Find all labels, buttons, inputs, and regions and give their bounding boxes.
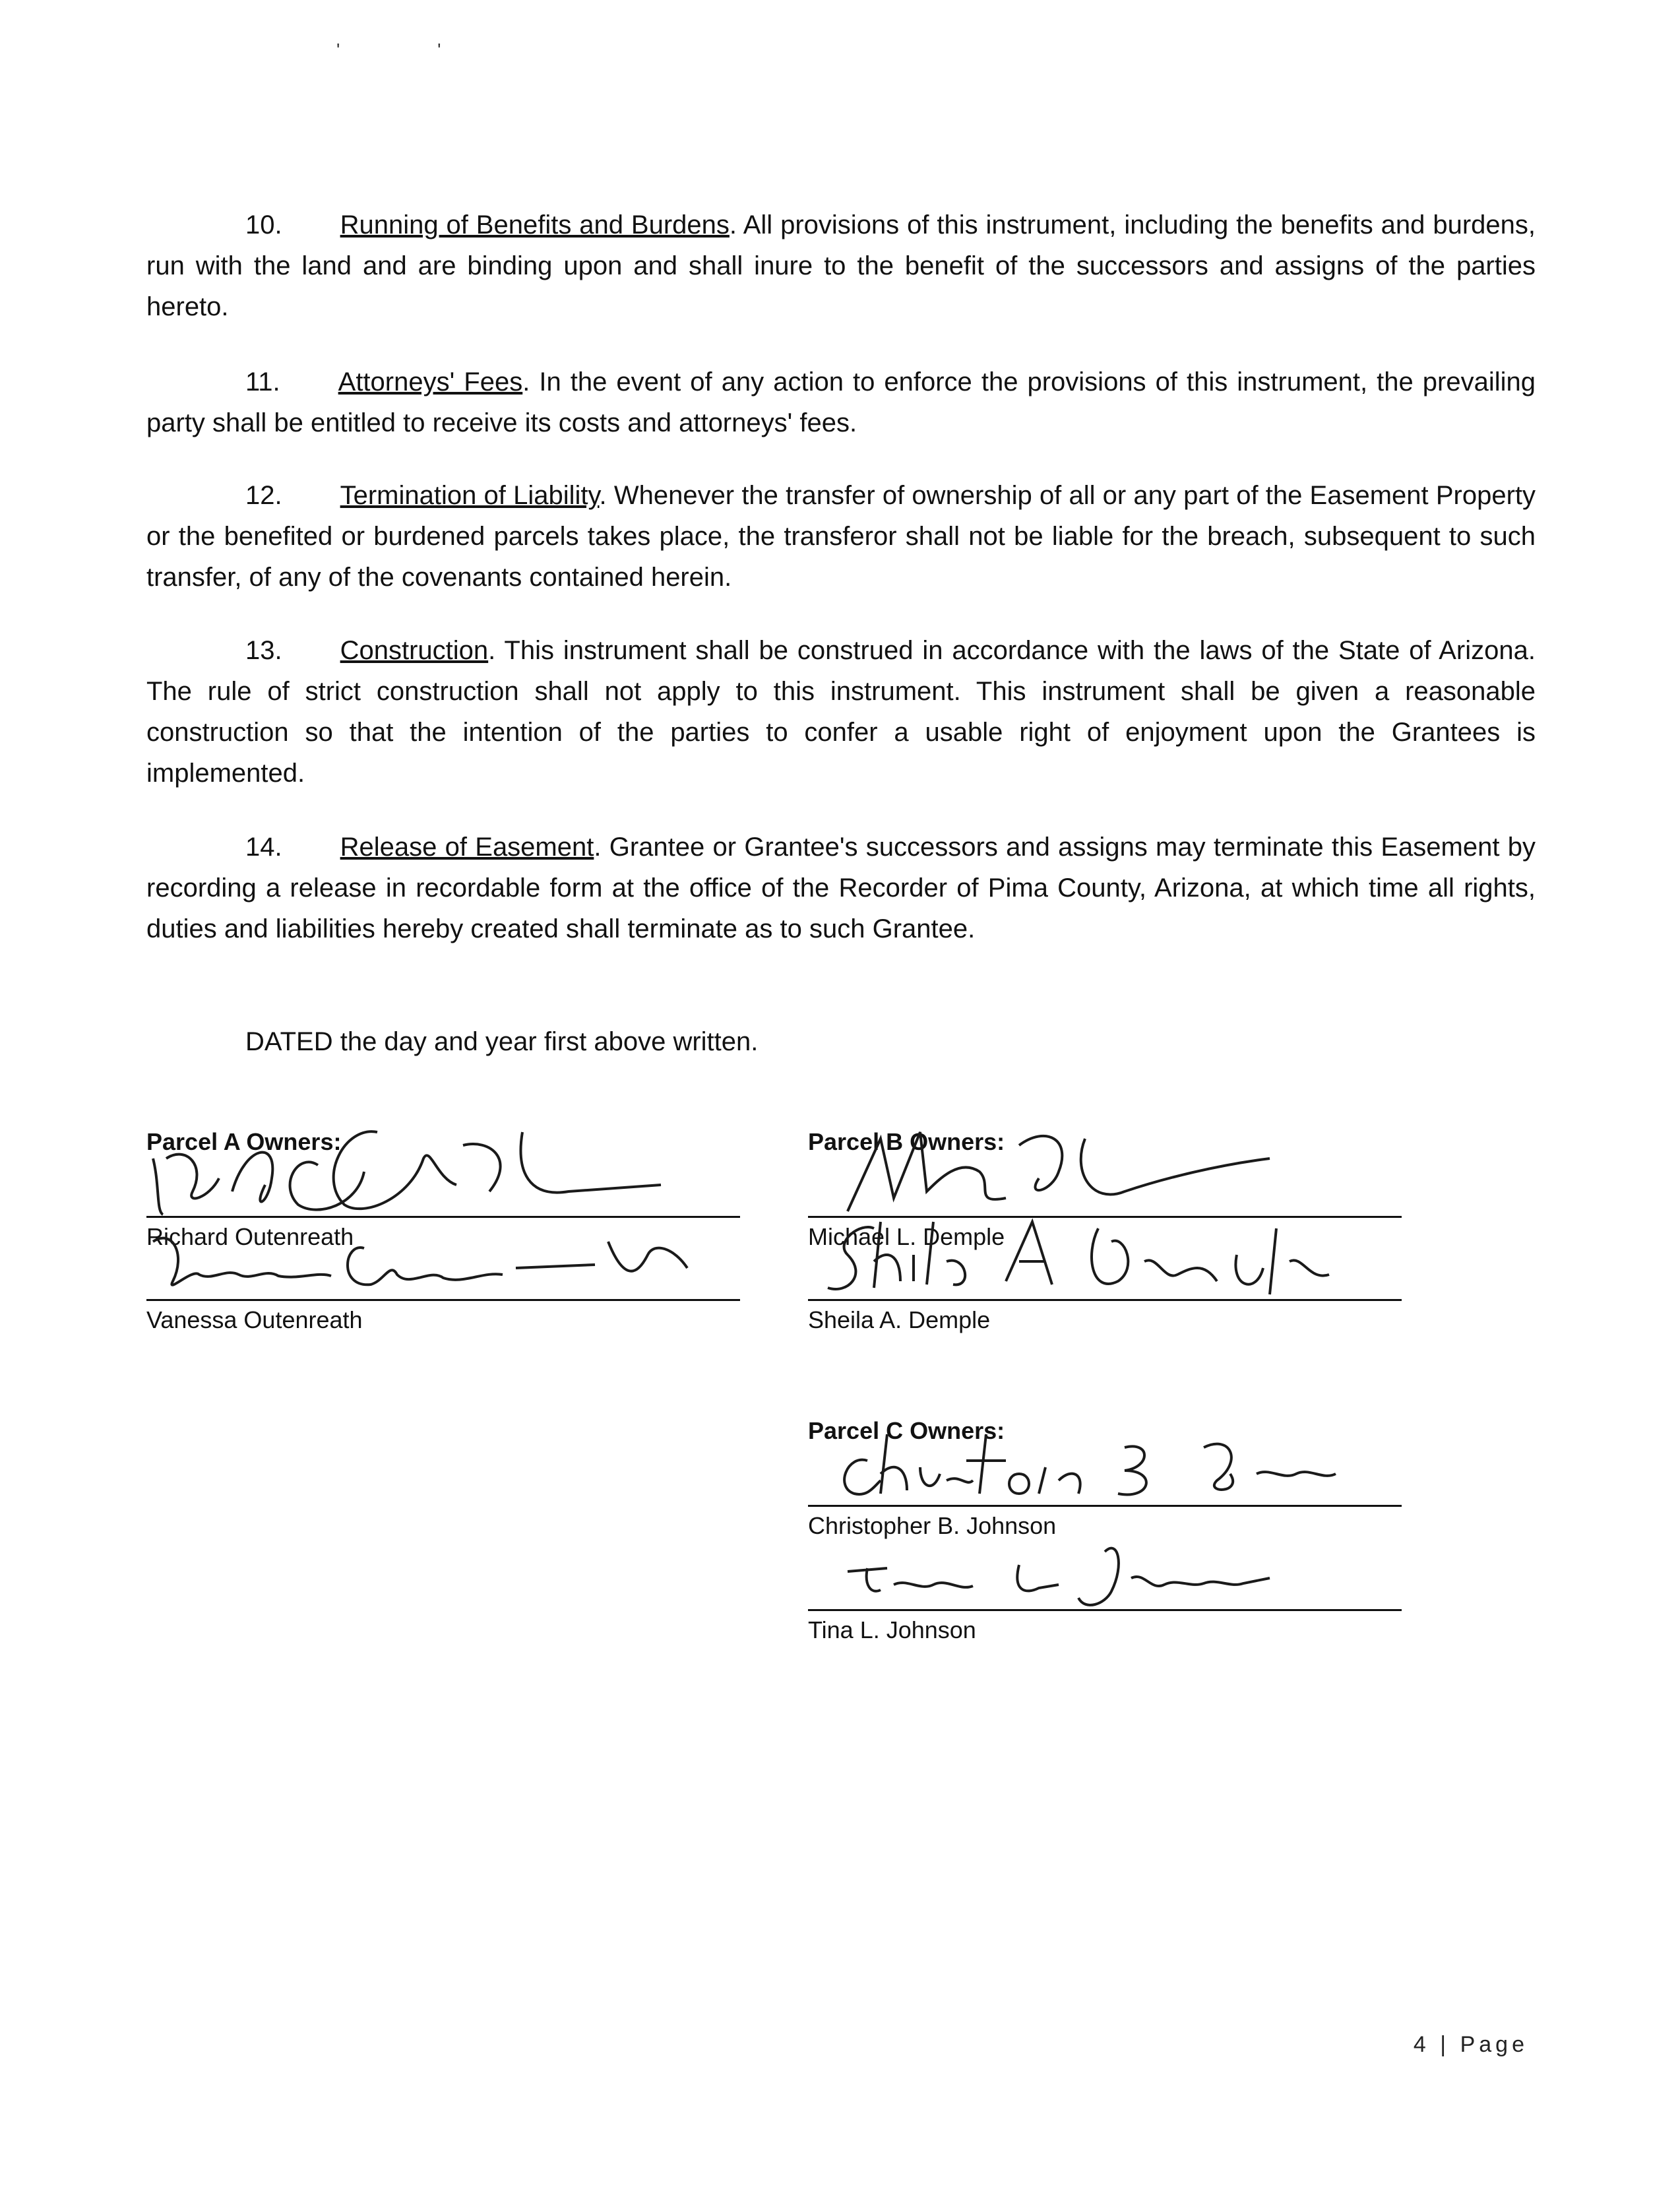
section-number: 13.: [245, 636, 282, 665]
section-heading: Construction: [340, 636, 489, 665]
page-word: Page: [1460, 2032, 1528, 2057]
section-14: [146, 827, 1536, 949]
dated-statement: [146, 1021, 1536, 1062]
dated-text: DATED the day and year first above written.: [245, 1027, 759, 1056]
signer-name: Michael L. Demple: [808, 1223, 1005, 1250]
section-text: . In the event of any action to enforce the provisions of this instrument, the prevailing party shall be entitled to receive its costs and attorneys' fees.: [146, 367, 1536, 437]
tina-signature-block: [808, 1550, 1402, 1645]
footer-separator: |: [1440, 2032, 1450, 2057]
handwritten-signature-sheila: [808, 1202, 1402, 1301]
section-number: 11.: [245, 367, 280, 397]
section-text: . This instrument shall be construed in accordance with the laws of the State of Arizona. The rule of strict construction shall not apply to this instrument. This instrument shall be given a reasonable construction so that the intention of the parties to confer a usable right of enjoyment upon the Grantees is implemented.: [146, 636, 1536, 788]
signer-name: Vanessa Outenreath: [146, 1306, 363, 1333]
page-number: 4: [1413, 2032, 1430, 2057]
section-heading: Release of Easement: [340, 833, 594, 862]
parcel-b-label: Parcel B Owners:: [808, 1128, 1005, 1155]
section-heading: Attorneys' Fees: [338, 367, 523, 397]
signature-line: [808, 1609, 1402, 1611]
signer-name: Tina L. Johnson: [808, 1616, 976, 1643]
handwritten-signature-christopher: [808, 1408, 1402, 1507]
section-number: 12.: [245, 481, 282, 510]
signature-line-wrap: [808, 1550, 1402, 1611]
scan-mark: ': [336, 40, 340, 60]
signature-line-wrap: [146, 1240, 740, 1301]
section-13: [146, 630, 1536, 794]
handwritten-signature-tina: [808, 1512, 1402, 1611]
section-text: . All provisions of this instrument, including the benefits and burdens, run with the land and are binding upon and shall inure to the benefit of the successors and assigns of the parties hereto.: [146, 210, 1536, 321]
signer-name: Christopher B. Johnson: [808, 1512, 1057, 1539]
page-footer: [1414, 2032, 1528, 2058]
signer-name: Sheila A. Demple: [808, 1306, 991, 1333]
parcel-c-label: Parcel C Owners:: [808, 1417, 1005, 1444]
signature-line: [146, 1299, 740, 1301]
signature-line: [808, 1505, 1402, 1507]
section-text: . Whenever the transfer of ownership of all or any part of the Easement Property or the benefited or burdened parcels takes place, the transferor shall not be liable for the breach, subsequent to such transfer, of any of the covenants contained herein.: [146, 481, 1536, 592]
section-12: [146, 475, 1536, 598]
signature-line: [808, 1299, 1402, 1301]
handwritten-signature-vanessa: [146, 1202, 740, 1301]
scan-marks: [336, 40, 534, 61]
section-number: 10.: [245, 210, 282, 239]
signature-line-wrap: [808, 1240, 1402, 1301]
section-heading: Running of Benefits and Burdens: [340, 210, 730, 239]
section-10: [146, 205, 1536, 327]
signer-name: Richard Outenreath: [146, 1223, 354, 1250]
signature-line-wrap: [808, 1446, 1402, 1507]
section-heading: Termination of Liability: [340, 481, 600, 510]
section-text: . Grantee or Grantee's successors and assigns may terminate this Easement by recording a release in recordable form at the office of the Recorder of Pima County, Arizona, at which time all rights, duties and liabilities hereby created shall terminate as to such Grantee.: [146, 833, 1536, 943]
parcel-a-label: Parcel A Owners:: [146, 1128, 342, 1155]
section-11: [146, 362, 1536, 443]
scan-mark: ': [437, 40, 441, 60]
sheila-signature-block: [808, 1240, 1402, 1335]
vanessa-signature-block: [146, 1240, 740, 1335]
section-number: 14.: [245, 833, 282, 862]
